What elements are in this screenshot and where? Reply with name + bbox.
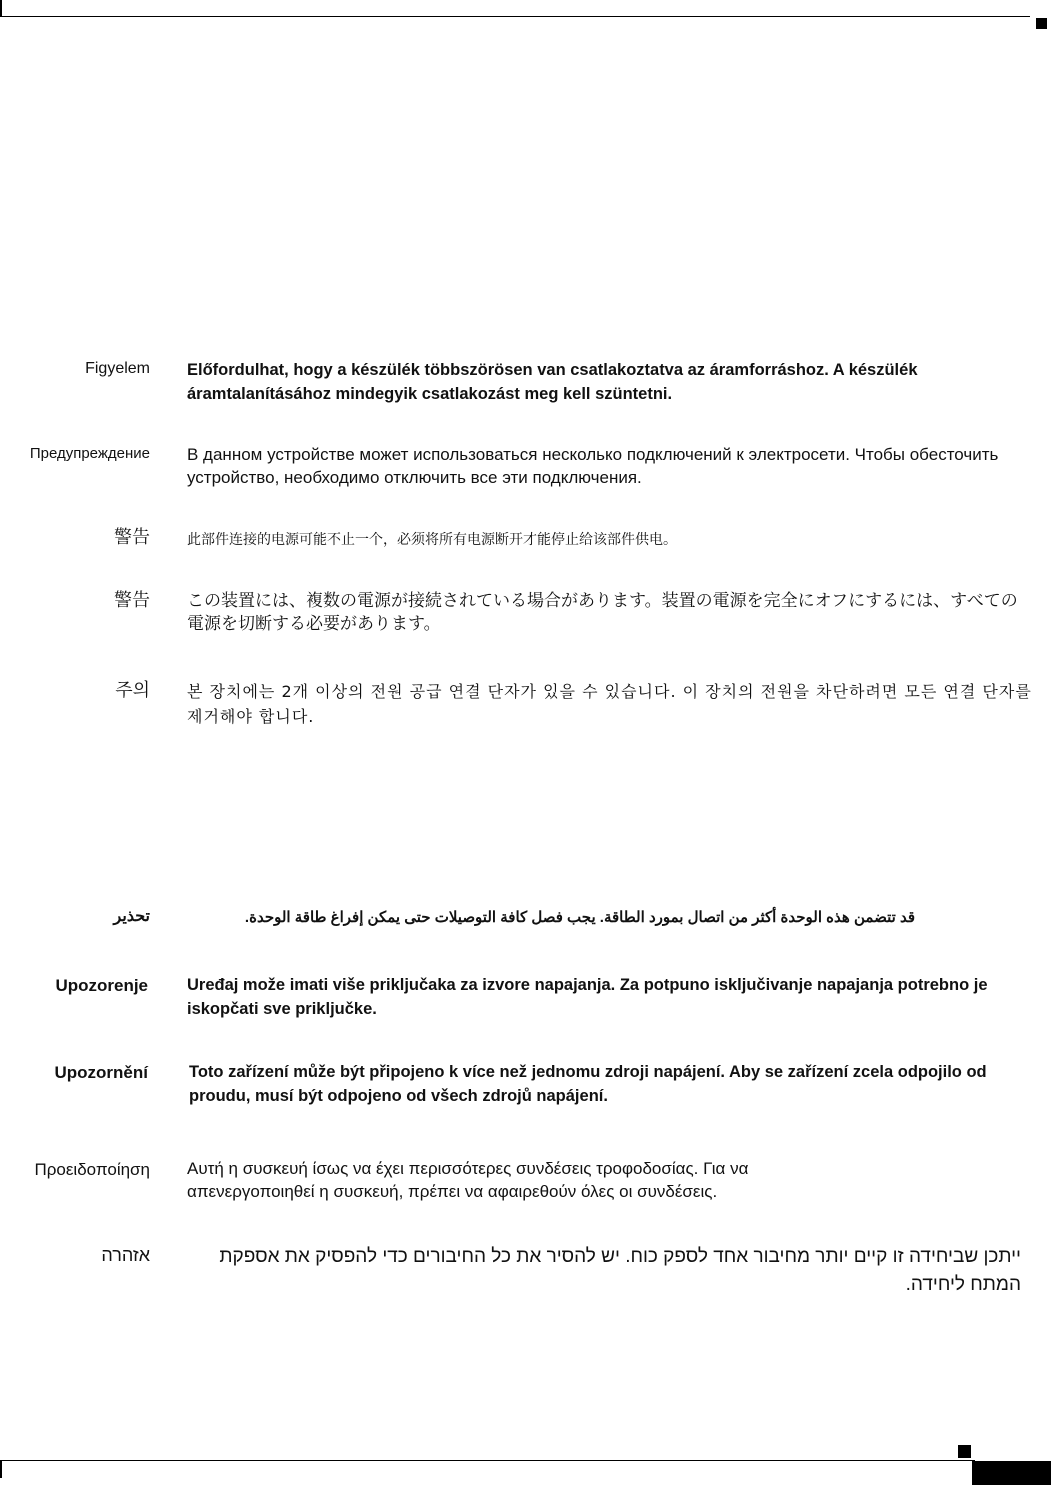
warning-label-arabic: تحذير: [113, 908, 150, 925]
warning-text-korean: 본 장치에는 2개 이상의 전원 공급 연결 단자가 있을 수 있습니다. 이 장치의 전원을 차단하려면 모든 연결 단자를 제거해야 합니다.: [187, 682, 1032, 726]
warning-label-czech: Upozornění: [54, 1063, 148, 1082]
page-number-tab: [972, 1461, 1051, 1485]
warning-text-hungarian: Előfordulhat, hogy a készülék többszörösen van csatlakoztatva az áramforráshoz. A készülék áramtalanításához mindegyik csatlakozást meg kell szüntetni.: [187, 361, 918, 403]
header-corner-tick: [0, 0, 2, 17]
warning-text-hebrew: ייתכן שביחידה זו קיים יותר מחיבור אחד לספק כוח. יש להסיר את כל החיבורים כדי להפסיק את אספקת המתח ליחידה.: [219, 1246, 1021, 1295]
warning-label-hungarian: Figyelem: [85, 360, 150, 377]
warning-text-arabic: قد تتضمن هذه الوحدة أكثر من اتصال بمورد الطاقة. يجب فصل كافة التوصيلات حتى يمكن إفراغ طاقة الوحدة.: [244, 909, 915, 926]
warning-text-japanese: この装置には、複数の電源が接続されている場合があります。装置の電源を完全にオフにするには、すべての電源を切断する必要があります。: [187, 591, 1018, 634]
header-marker: [1036, 18, 1047, 29]
warning-label-hebrew: אזהרה: [101, 1245, 150, 1265]
warning-text-russian: В данном устройстве может использоваться несколько подключений к электросети. Чтобы обесточить устройство, необходимо отключить все эти подключения.: [187, 445, 999, 487]
footer-corner-tick: [0, 1460, 2, 1478]
warning-label-croatian: Upozorenje: [55, 976, 148, 995]
warning-label-russian: Предупреждение: [29, 445, 150, 462]
warning-text-czech: Toto zařízení může být připojeno k více než jednomu zdroji napájení. Aby se zařízení zcela odpojilo od proudu, musí být odpojeno od všech zdrojů napájení.: [189, 1063, 987, 1105]
footer-marker: [958, 1445, 971, 1458]
warning-label-greek: Προειδοποίηση: [34, 1160, 150, 1179]
warning-label-korean: 주의: [115, 680, 150, 701]
warning-label-japanese: 警告: [114, 590, 150, 611]
warning-label-chinese: 警告: [114, 527, 150, 548]
header-rule: [0, 16, 1030, 17]
footer-rule: [0, 1460, 975, 1461]
warning-text-chinese: 此部件连接的电源可能不止一个，必须将所有电源断开才能停止给该部件供电。: [187, 532, 677, 548]
warning-text-croatian: Uređaj može imati više priključaka za izvore napajanja. Za potpuno isključivanje napajanja potrebno je iskopčati sve priključke.: [187, 976, 988, 1018]
warning-text-greek: Αυτή η συσκευή ίσως να έχει περισσότερες συνδέσεις τροφοδοσίας. Για να απενεργοποιηθεί η συσκευή, πρέπει να αφαιρεθούν όλες οι συνδέσεις.: [187, 1159, 749, 1201]
